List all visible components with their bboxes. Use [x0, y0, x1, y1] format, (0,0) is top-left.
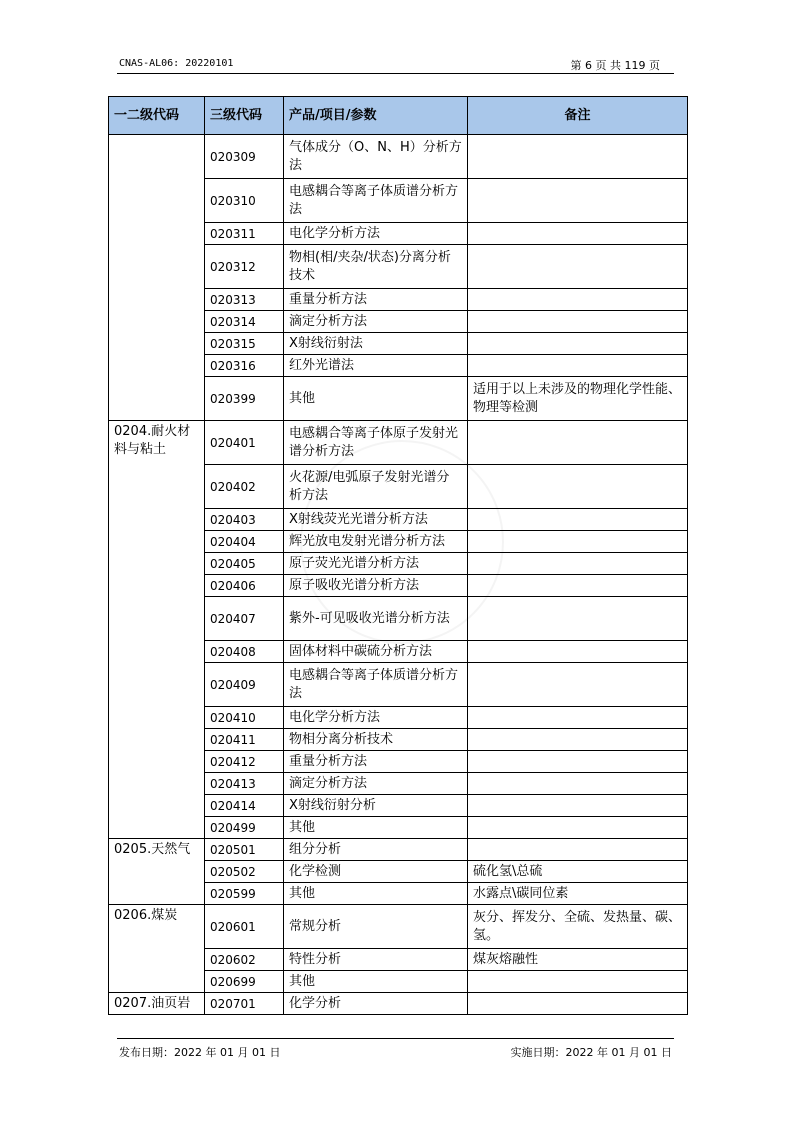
- note-cell: [468, 355, 688, 377]
- code-cell: 020413: [205, 773, 284, 795]
- code-cell: 020402: [205, 465, 284, 509]
- note-cell: [468, 179, 688, 223]
- item-cell: 重量分析方法: [284, 751, 468, 773]
- item-cell: 红外光谱法: [284, 355, 468, 377]
- note-cell: [468, 311, 688, 333]
- item-cell: 其他: [284, 883, 468, 905]
- code-cell: 020404: [205, 531, 284, 553]
- table-row: [109, 135, 688, 179]
- col-header-l12: 一二级代码: [109, 97, 205, 135]
- item-cell: 紫外-可见吸收光谱分析方法: [284, 597, 468, 641]
- table-body: [109, 135, 688, 1015]
- note-cell: [468, 289, 688, 311]
- item-cell: 物相分离分析技术: [284, 729, 468, 751]
- level12-code-cell: 0207.油页岩: [109, 993, 205, 1015]
- note-cell: [468, 641, 688, 663]
- table-row: [109, 839, 688, 861]
- note-cell: [468, 729, 688, 751]
- col-header-note: 备注: [468, 97, 688, 135]
- note-cell: 水露点\碳同位素: [468, 883, 688, 905]
- code-cell: 020601: [205, 905, 284, 949]
- code-cell: 020312: [205, 245, 284, 289]
- doc-code: CNAS-AL06: 20220101: [119, 58, 234, 69]
- level12-code-cell: 0204.耐火材料与粘土: [109, 421, 205, 839]
- code-cell: 020410: [205, 707, 284, 729]
- note-cell: [468, 751, 688, 773]
- note-cell: [468, 509, 688, 531]
- note-cell: [468, 971, 688, 993]
- level12-code-cell: 0206.煤炭: [109, 905, 205, 993]
- item-cell: X射线衍射法: [284, 333, 468, 355]
- item-cell: 特性分析: [284, 949, 468, 971]
- code-cell: 020414: [205, 795, 284, 817]
- code-cell: 020315: [205, 333, 284, 355]
- item-cell: 化学分析: [284, 993, 468, 1015]
- code-cell: 020499: [205, 817, 284, 839]
- code-cell: 020406: [205, 575, 284, 597]
- code-cell: 020403: [205, 509, 284, 531]
- code-cell: 020701: [205, 993, 284, 1015]
- code-cell: 020316: [205, 355, 284, 377]
- note-cell: 灰分、挥发分、全硫、发热量、碳、氢。: [468, 905, 688, 949]
- code-cell: 020502: [205, 861, 284, 883]
- item-cell: 重量分析方法: [284, 289, 468, 311]
- item-cell: 气体成分（O、N、H）分析方法: [284, 135, 468, 179]
- note-cell: [468, 707, 688, 729]
- item-cell: 原子荧光光谱分析方法: [284, 553, 468, 575]
- publish-date: 发布日期：2022 年 01 月 01 日: [119, 1046, 281, 1059]
- item-cell: 电感耦合等离子体质谱分析方法: [284, 179, 468, 223]
- note-cell: [468, 421, 688, 465]
- code-cell: 020409: [205, 663, 284, 707]
- code-cell: 020309: [205, 135, 284, 179]
- level12-code-cell: 0205.天然气: [109, 839, 205, 905]
- table-row: [109, 905, 688, 949]
- item-cell: 常规分析: [284, 905, 468, 949]
- code-cell: 020411: [205, 729, 284, 751]
- item-cell: 组分分析: [284, 839, 468, 861]
- item-cell: 辉光放电发射光谱分析方法: [284, 531, 468, 553]
- item-cell: 原子吸收光谱分析方法: [284, 575, 468, 597]
- code-cell: 020501: [205, 839, 284, 861]
- note-cell: [468, 817, 688, 839]
- note-cell: [468, 465, 688, 509]
- item-cell: 火花源/电弧原子发射光谱分析方法: [284, 465, 468, 509]
- note-cell: [468, 245, 688, 289]
- page-header: [117, 56, 674, 74]
- code-cell: 020408: [205, 641, 284, 663]
- page-info: 第 6 页 共 119 页: [570, 59, 660, 72]
- item-cell: 其他: [284, 971, 468, 993]
- note-cell: [468, 575, 688, 597]
- col-header-item: 产品/项目/参数: [284, 97, 468, 135]
- note-cell: [468, 531, 688, 553]
- code-cell: 020313: [205, 289, 284, 311]
- note-cell: [468, 553, 688, 575]
- code-cell: 020310: [205, 179, 284, 223]
- code-cell: 020314: [205, 311, 284, 333]
- code-cell: 020311: [205, 223, 284, 245]
- item-cell: 电感耦合等离子体原子发射光谱分析方法: [284, 421, 468, 465]
- code-cell: 020401: [205, 421, 284, 465]
- code-cell: 020602: [205, 949, 284, 971]
- code-cell: 020399: [205, 377, 284, 421]
- item-cell: 固体材料中碳硫分析方法: [284, 641, 468, 663]
- item-cell: 电化学分析方法: [284, 707, 468, 729]
- note-cell: [468, 135, 688, 179]
- item-cell: 化学检测: [284, 861, 468, 883]
- note-cell: [468, 773, 688, 795]
- item-cell: X射线衍射分析: [284, 795, 468, 817]
- note-cell: [468, 839, 688, 861]
- code-cell: 020599: [205, 883, 284, 905]
- item-cell: 滴定分析方法: [284, 773, 468, 795]
- note-cell: [468, 333, 688, 355]
- note-cell: [468, 597, 688, 641]
- item-cell: 电感耦合等离子体质谱分析方法: [284, 663, 468, 707]
- item-cell: 其他: [284, 817, 468, 839]
- code-table: [108, 96, 688, 1015]
- effective-date: 实施日期：2022 年 01 月 01 日: [510, 1046, 672, 1059]
- page-footer: [117, 1038, 674, 1059]
- note-cell: [468, 993, 688, 1015]
- note-cell: 适用于以上未涉及的物理化学性能、物理等检测: [468, 377, 688, 421]
- item-cell: 物相(相/夹杂/状态)分离分析技术: [284, 245, 468, 289]
- col-header-code: 三级代码: [205, 97, 284, 135]
- note-cell: [468, 663, 688, 707]
- code-cell: 020412: [205, 751, 284, 773]
- item-cell: 其他: [284, 377, 468, 421]
- table-row: [109, 993, 688, 1015]
- table-row: [109, 421, 688, 465]
- level12-code-cell: [109, 135, 205, 421]
- code-cell: 020699: [205, 971, 284, 993]
- code-cell: 020405: [205, 553, 284, 575]
- note-cell: 硫化氢\总硫: [468, 861, 688, 883]
- item-cell: 滴定分析方法: [284, 311, 468, 333]
- table-header-row: [109, 97, 688, 135]
- note-cell: [468, 223, 688, 245]
- code-cell: 020407: [205, 597, 284, 641]
- item-cell: 电化学分析方法: [284, 223, 468, 245]
- item-cell: X射线荧光光谱分析方法: [284, 509, 468, 531]
- note-cell: [468, 795, 688, 817]
- note-cell: 煤灰熔融性: [468, 949, 688, 971]
